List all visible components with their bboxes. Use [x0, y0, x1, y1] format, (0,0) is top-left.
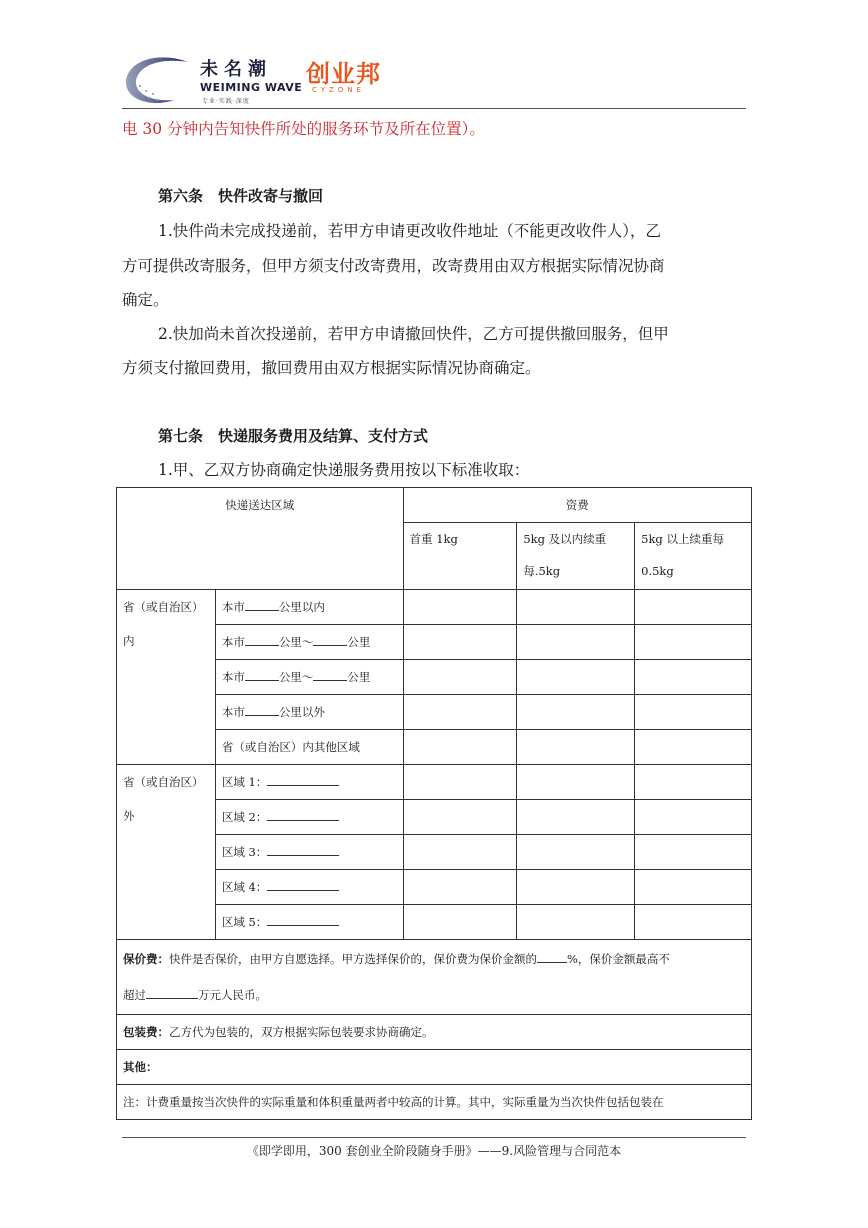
fee-cell[interactable] — [517, 765, 635, 800]
fee-cell[interactable] — [635, 660, 752, 695]
insurance-row — [117, 940, 752, 1015]
blank-line[interactable] — [267, 775, 339, 786]
blank-line[interactable] — [245, 670, 279, 681]
header-first-kg: 首重 1kg — [403, 523, 517, 590]
other-row — [117, 1050, 752, 1085]
header-over-line2: 0.5kg — [641, 564, 674, 578]
in-row-3-post: 公里 — [347, 670, 371, 684]
in-province-line2: 内 — [123, 634, 135, 648]
blank-line[interactable] — [267, 845, 339, 856]
fee-cell[interactable] — [403, 800, 517, 835]
insurance-text3: 超过 — [123, 988, 146, 1002]
fee-cell[interactable] — [635, 870, 752, 905]
in-province-line1: 省（或自治区） — [123, 600, 204, 614]
logo-weiming-cn: 未名潮 — [200, 59, 272, 80]
header-5kg — [517, 523, 635, 590]
fee-cell[interactable] — [517, 870, 635, 905]
out-province-line1: 省（或自治区） — [123, 775, 204, 789]
in-row-2-mid: 公里～ — [278, 635, 314, 649]
fee-cell[interactable] — [403, 870, 517, 905]
fee-cell[interactable] — [517, 905, 635, 940]
in-row-2-post: 公里 — [347, 635, 371, 649]
blank-line[interactable] — [146, 988, 198, 999]
packaging-cell — [117, 1015, 752, 1050]
fee-cell[interactable] — [403, 835, 517, 870]
blank-line[interactable] — [267, 880, 339, 891]
packaging-label: 包装费： — [123, 1025, 169, 1039]
fee-cell[interactable] — [403, 590, 517, 625]
insurance-text4: 万元人民币。 — [198, 988, 267, 1002]
blank-line[interactable] — [245, 705, 279, 716]
note-cell: 注：计费重量按当次快件的实际重量和体积重量两者中较高的计算。其中，实际重量为当次快件包括包装在 — [117, 1085, 752, 1120]
in-row-1 — [215, 590, 403, 625]
header-over-5kg — [635, 523, 752, 590]
out-row-5 — [215, 905, 403, 940]
insurance-text1: 快件是否保价，由甲方自愿选择。甲方选择保价的，保价费为保价金额的 — [169, 952, 537, 966]
article7-p1: 1.甲、乙双方协商确定快递服务费用按以下标准收取： — [158, 461, 530, 479]
page-header — [122, 50, 746, 108]
header-fee: 资费 — [403, 488, 751, 523]
out-row-1 — [215, 765, 403, 800]
article6-p1-line3: 确定。 — [122, 291, 169, 309]
note-row — [117, 1085, 752, 1120]
fee-cell[interactable] — [635, 695, 752, 730]
other-cell — [117, 1050, 752, 1085]
fee-cell[interactable] — [635, 905, 752, 940]
in-row-3-mid: 公里～ — [278, 670, 314, 684]
out-row-3 — [215, 835, 403, 870]
fee-table — [116, 487, 752, 1120]
in-province-label — [117, 590, 216, 765]
article6-title: 第六条 快件改寄与撤回 — [158, 187, 324, 205]
in-row-4 — [215, 695, 403, 730]
in-row-4-mid: 公里以外 — [278, 705, 325, 719]
fee-cell[interactable] — [635, 590, 752, 625]
out-row-2 — [215, 800, 403, 835]
wave-logo-icon — [122, 50, 194, 106]
page-footer: 《即学即用，300 套创业全阶段随身手册》——9.风险管理与合同范本 — [246, 1144, 622, 1158]
header-divider — [122, 108, 746, 109]
out-province-line2: 外 — [123, 809, 135, 823]
insurance-cell — [117, 940, 752, 1015]
logo-cyzone-cn: 创业邦 — [306, 60, 381, 88]
out-row-1-label: 区域 1： — [221, 775, 268, 789]
in-row-2 — [215, 625, 403, 660]
packaging-text: 乙方代为包装的，双方根据实际包装要求协商确定。 — [169, 1025, 434, 1039]
fee-cell[interactable] — [403, 695, 517, 730]
in-row-other: 省（或自治区）内其他区域 — [215, 730, 403, 765]
fee-cell[interactable] — [403, 765, 517, 800]
fee-cell[interactable] — [635, 625, 752, 660]
fee-cell[interactable] — [517, 625, 635, 660]
fee-cell[interactable] — [517, 590, 635, 625]
header-over-line1: 5kg 以上续重每 — [641, 532, 724, 546]
logo-weiming-en: WEIMING WAVE — [200, 81, 303, 94]
article6-p2-line1: 2.快加尚未首次投递前，若甲方申请撤回快件，乙方可提供撤回服务，但甲 — [158, 325, 669, 343]
insurance-label: 保价费： — [123, 952, 169, 966]
insurance-text2: %，保价金额最高不 — [567, 952, 670, 966]
footer-divider — [122, 1137, 746, 1138]
table-row — [117, 765, 752, 800]
out-row-4 — [215, 870, 403, 905]
fee-cell[interactable] — [517, 835, 635, 870]
blank-line[interactable] — [245, 635, 279, 646]
out-row-2-label: 区域 2： — [221, 810, 268, 824]
out-province-label — [117, 765, 216, 940]
in-row-1-pre: 本市 — [221, 600, 245, 614]
blank-line[interactable] — [537, 952, 567, 963]
in-row-3-pre: 本市 — [221, 670, 245, 684]
fee-cell[interactable] — [403, 625, 517, 660]
out-row-4-label: 区域 4： — [221, 880, 268, 894]
out-row-5-label: 区域 5： — [221, 915, 268, 929]
article6-p1-line1: 1.快件尚未完成投递前，若甲方申请更改收件地址（不能更改收件人），乙 — [158, 222, 662, 240]
header-5kg-line1: 5kg 及以内续重 — [523, 532, 607, 546]
article6-p2-line2: 方须支付撤回费用，撤回费用由双方根据实际情况协商确定。 — [122, 359, 541, 377]
fee-cell[interactable] — [517, 695, 635, 730]
other-label: 其他： — [123, 1060, 158, 1074]
fee-cell[interactable] — [635, 765, 752, 800]
fee-cell[interactable] — [517, 660, 635, 695]
fee-cell[interactable] — [635, 800, 752, 835]
in-row-4-pre: 本市 — [221, 705, 245, 719]
fee-cell[interactable] — [403, 730, 517, 765]
fee-cell[interactable] — [635, 730, 752, 765]
logo-cyzone-en: CYZONE — [312, 86, 366, 94]
fee-cell[interactable] — [517, 730, 635, 765]
logo-weiming-tagline: 专业·实践·深度 — [202, 98, 250, 105]
blank-line[interactable] — [267, 810, 339, 821]
fee-cell[interactable] — [403, 660, 517, 695]
blank-line[interactable] — [245, 600, 279, 611]
blank-line[interactable] — [267, 915, 339, 926]
out-row-3-label: 区域 3： — [221, 845, 268, 859]
header-area: 快递送达区域 — [117, 488, 404, 590]
article7-title: 第七条 快递服务费用及结算、支付方式 — [158, 427, 429, 445]
in-row-1-mid: 公里以内 — [278, 600, 325, 614]
in-row-2-pre: 本市 — [221, 635, 245, 649]
fee-cell[interactable] — [403, 905, 517, 940]
table-header-row — [117, 488, 752, 523]
in-row-3 — [215, 660, 403, 695]
packaging-row — [117, 1015, 752, 1050]
header-5kg-line2: 每.5kg — [523, 564, 561, 578]
article6-p1-line2: 方可提供改寄服务，但甲方须支付改寄费用，改寄费用由双方根据实际情况协商 — [122, 257, 665, 275]
blank-line[interactable] — [313, 670, 347, 681]
fee-cell[interactable] — [517, 800, 635, 835]
continuation-line: 电 30 分钟内告知快件所处的服务环节及所在位置）。 — [122, 120, 485, 138]
table-row — [117, 590, 752, 625]
blank-line[interactable] — [313, 635, 347, 646]
fee-cell[interactable] — [635, 835, 752, 870]
